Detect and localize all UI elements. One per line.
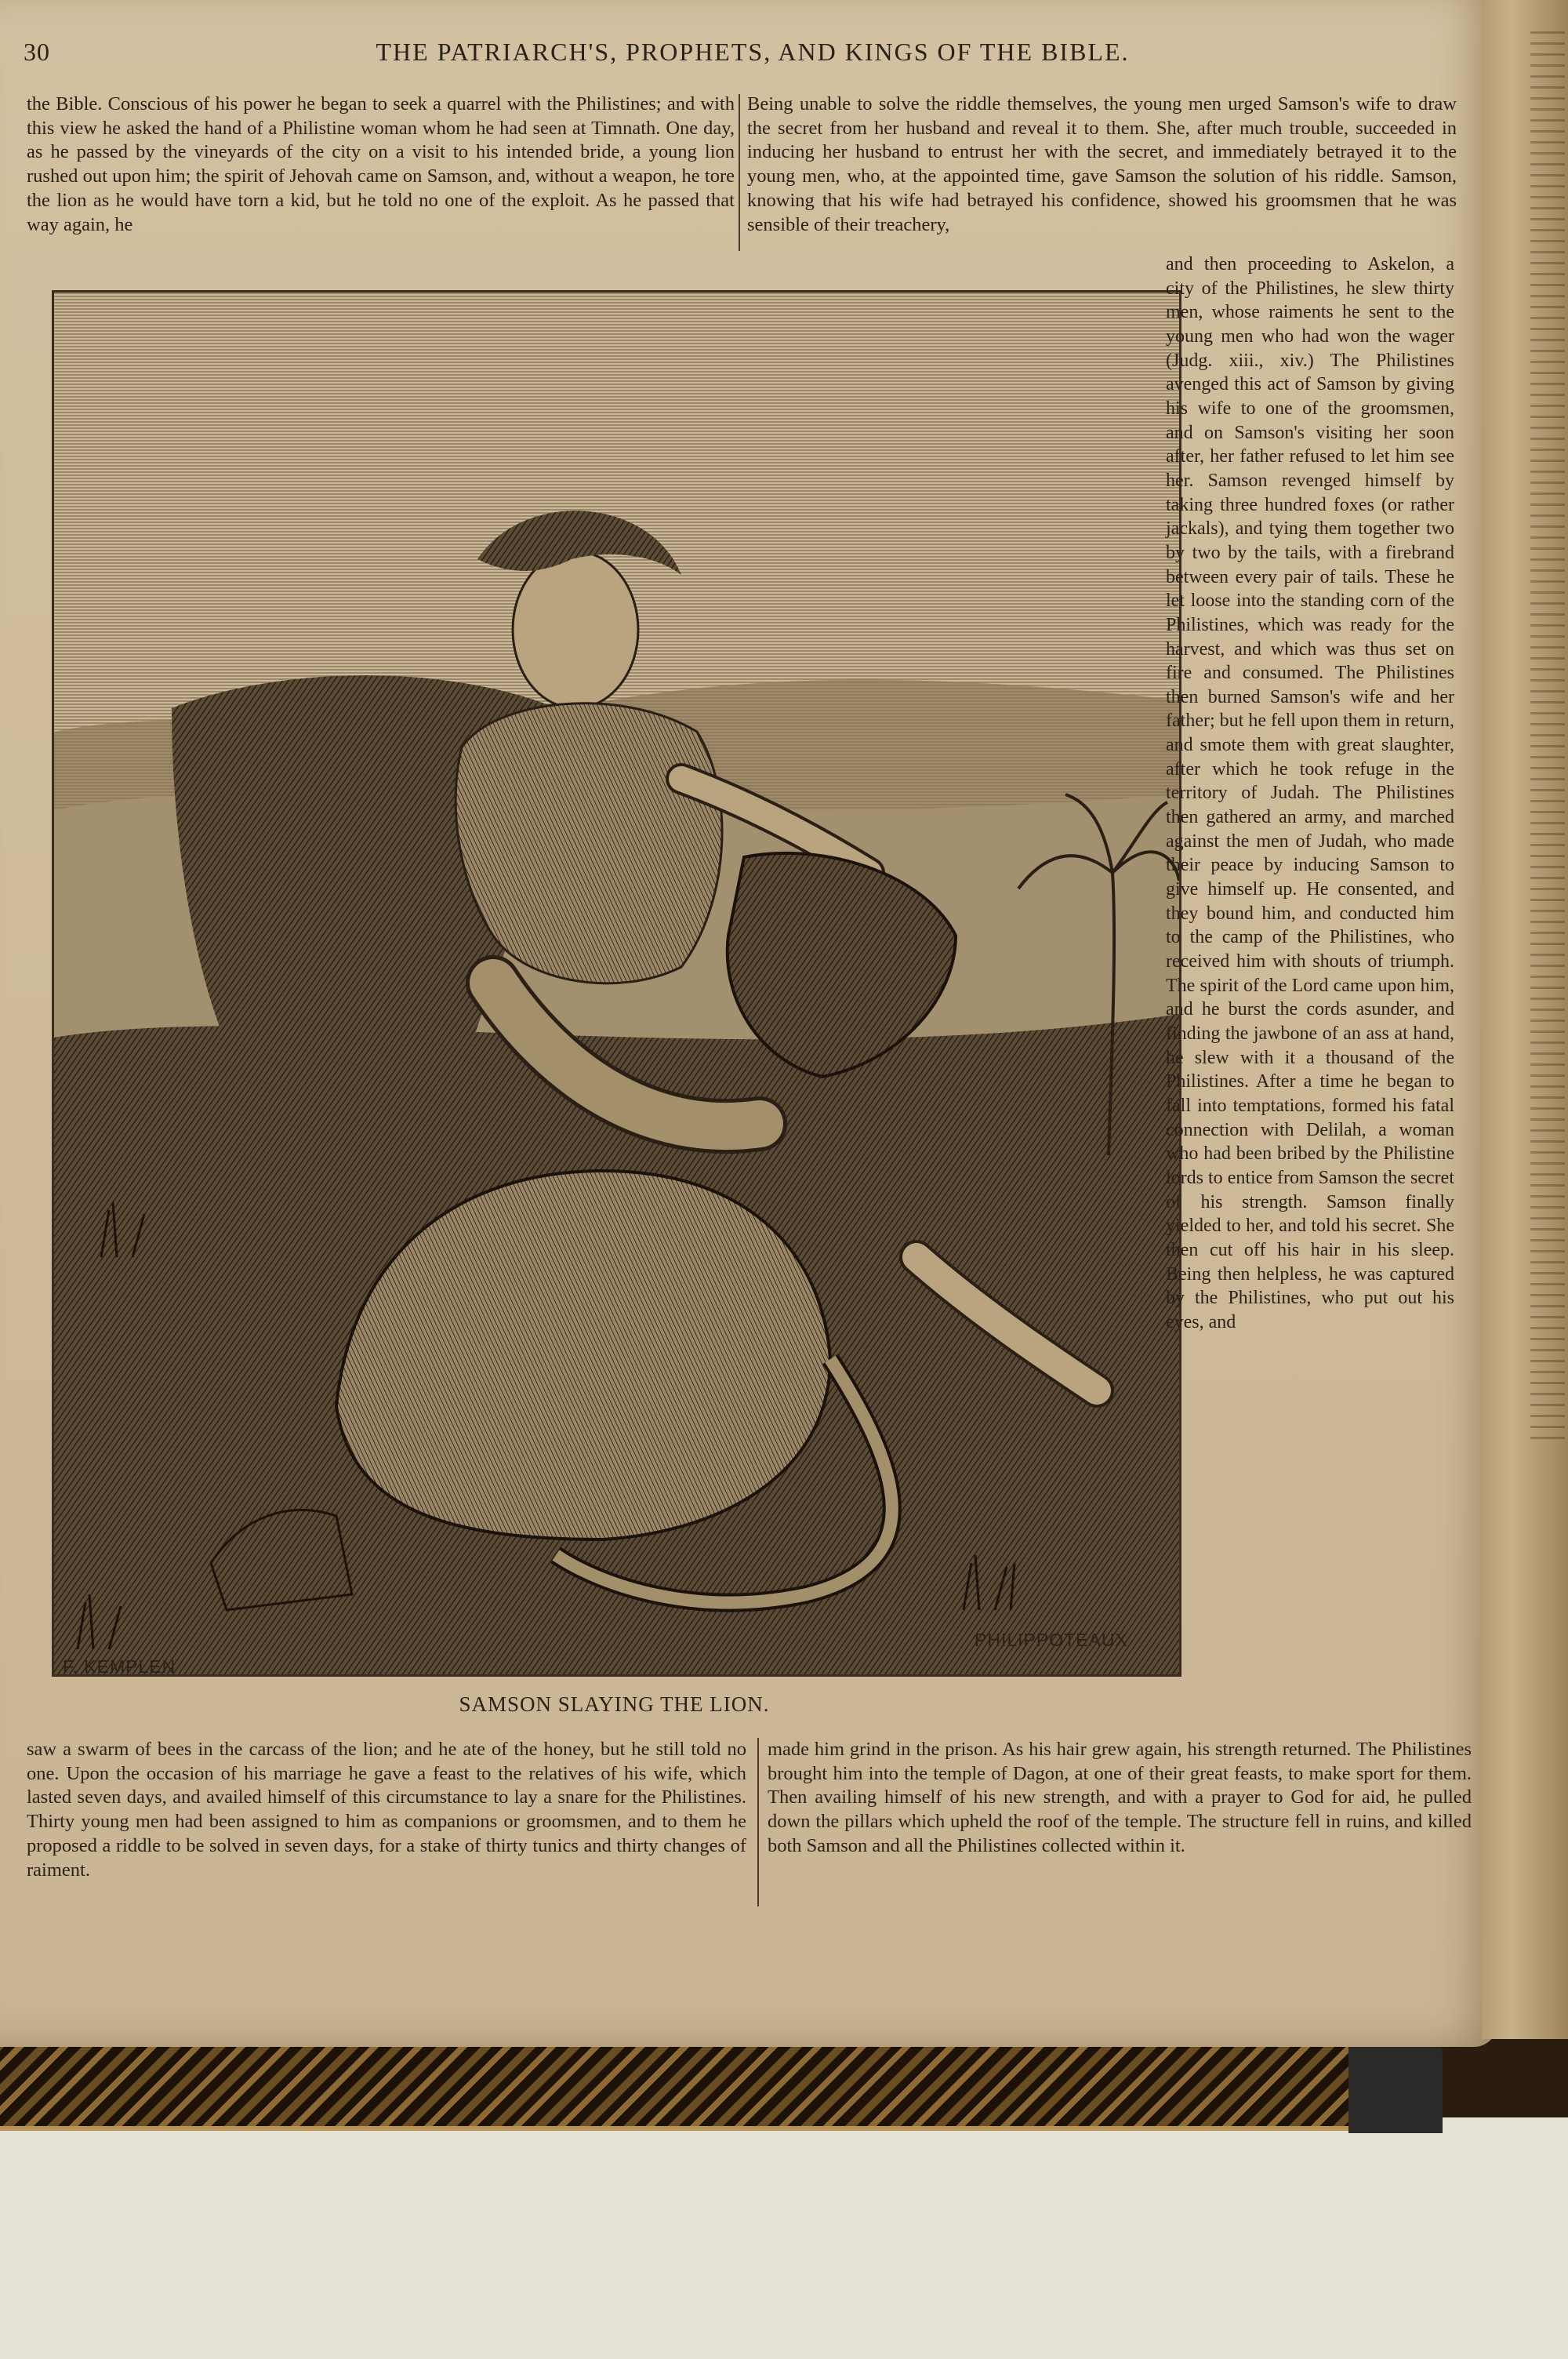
- text-column-bottom-right: made him grind in the prison. As his hair grew again, his strength returned. The Philistines brought him into the temple of Dagon, at one of their great feasts, to make sport for them. Then availing himself of his new strength, and with a prayer to God for aid, he pulled down the pillars which upheld the roof of the temple. The structure fell in ruins, and killed both Samson and all the Philistines collected within it.: [768, 1739, 1472, 1856]
- page-header-title: THE PATRIARCH'S, PROPHETS, AND KINGS OF THE BIBLE.: [376, 38, 1130, 66]
- illustrator-signature-left: F. KEMPLEN: [63, 1656, 176, 1677]
- book-cover-decorative-border: [0, 2035, 1396, 2131]
- column-divider-bottom: [757, 1738, 759, 1906]
- text-column-side: and then proceeding to Askelon, a city of the Philistines, he slew thirty men, whose raiments he sent to the young men who had won the wager (Judg. xiii., xiv.) The Philistines avenged this act of Samson by giving his wife to one of the groomsmen, and on Samson's visiting her soon after, her father refused to let him see her. Samson revenged himself by taking three hundred foxes (or rather jackals), and tying them together two by two by the tails, with a firebrand between every pair of tails. These he let loose into the standing corn of the Philistines, which was ready for the harvest, and which was thus set on fire and consumed. The Philistines then burned Samson's wife and her father; but he fell upon them in return, and smote them with great slaughter, after which he took refuge in the territory of Judah. The Philistines then gathered an army, and marched against the men of Judah, who made their peace by inducing Samson to give himself up. He consented, and they bound him, and conducted him to the camp of the Philistines, who received him with shouts of triumph. The spirit of the Lord came upon him, and he burst the cords asunder, and finding the jawbone of an ass at hand, he slew with it a thousand of the Philistines. After a time he began to fall into temptations, formed his fatal connection with Delilah, a woman who had been bribed by the Philistine lords to entice from Samson the secret of his strength. Samson finally yielded to her, and told his secret. She then cut off his hair in his sleep. Being then helpless, he was captured by the Philistines, who put out his eyes, and: [1166, 254, 1454, 1332]
- illustration-caption: SAMSON SLAYING THE LION.: [459, 1692, 770, 1716]
- next-page-text-lines: [1530, 31, 1565, 1443]
- page-number: 30: [24, 38, 50, 66]
- column-divider-top: [739, 94, 740, 251]
- text-column-bottom-left: saw a swarm of bees in the carcass of the lion; and he ate of the honey, but he still told no one. Upon the occasion of his marriage he gave a feast to the relatives of his wife, which lasted seven days, and availed himself of this circumstance to lay a snare for the Philistines. Thirty young men had been assigned to him as companions or groomsmen, and to them he proposed a riddle to be solved in seven days, for a stake of thirty tunics and thirty changes of raiment.: [27, 1739, 746, 1881]
- table-surface: [0, 2117, 1568, 2359]
- running-head: [24, 38, 1482, 72]
- text-column-top-left: the Bible. Conscious of his power he began to seek a quarrel with the Philistines; and with this view he asked the hand of a Philistine woman whom he had seen at Timnath. One day, as he passed by the vineyards of the city on a visit to his intended bride, a young lion rushed out upon him; the spirit of Jehovah came on Samson, and, without a weapon, he tore the lion as he would have torn a kid, but he told no one of the exploit. As he passed that way again, he: [27, 93, 735, 235]
- illustrator-signature-right: PHILIPPOTEAUX: [975, 1630, 1128, 1650]
- text-column-top-right: Being unable to solve the riddle themselves, the young men urged Samson's wife to draw the secret from her husband and reveal it to them. She, after much trouble, succeeded in inducing her husband to entrust her with the secret, and immediately betrayed it to the young men, who, at the appointed time, gave Samson the solution of his riddle. Samson, knowing that his wife had betrayed his confidence, showed his groomsmen that he was sensible of their treachery,: [747, 93, 1457, 235]
- illustration-samson-lion: [52, 290, 1181, 1677]
